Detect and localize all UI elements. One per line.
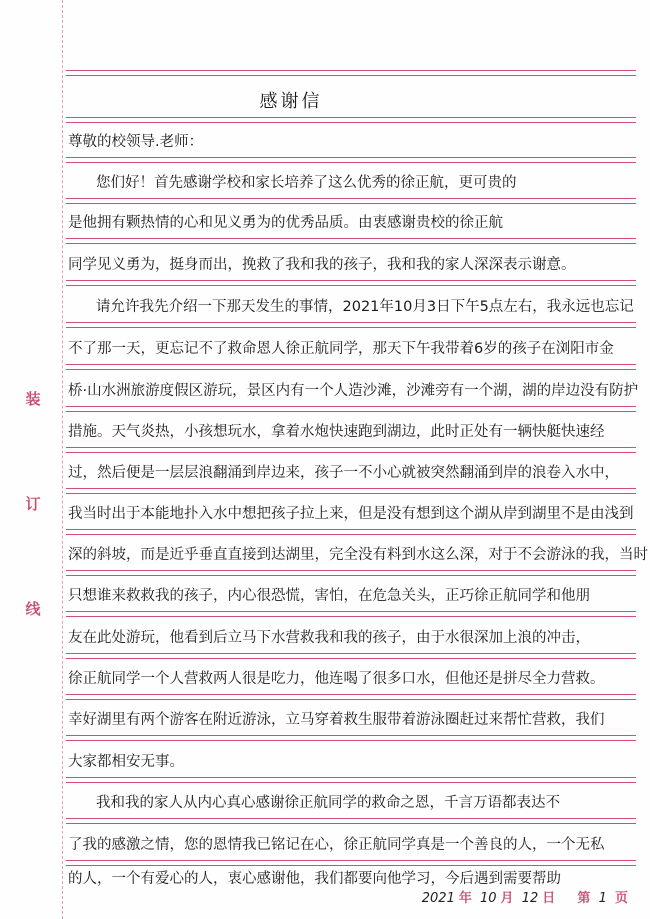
ruled-line xyxy=(66,238,636,244)
letter-line: 我当时出于本能地扑入水中想把孩子拉上来，但是没有想到这个湖从岸到湖里不是由浅到 xyxy=(68,506,634,522)
binding-mark-ding: 订 xyxy=(25,495,41,513)
letter-line: 过，然后便是一层层浪翻涌到岸边来，孩子一不小心就被突然翻涌到岸的浪卷入水中， xyxy=(68,465,619,481)
footer-year-char: 年 xyxy=(458,891,472,906)
letter-line: 大家都相安无事。 xyxy=(68,754,184,770)
binding-mark-xian: 线 xyxy=(25,600,41,618)
binding-mark-zhuang: 装 xyxy=(25,390,41,408)
ruled-line xyxy=(66,406,636,412)
footer-page-prefix: 第 xyxy=(577,891,591,906)
letter-line: 的人，一个有爱心的人，衷心感谢他，我们都要向他学习，今后遇到需要帮助 xyxy=(68,871,561,887)
letter-line: 不了那一天，更忘记不了救命恩人徐正航同学，那天下午我带着6岁的孩子在浏阳市金 xyxy=(68,341,614,357)
letter-title: 感谢信 xyxy=(259,91,323,112)
ruled-line xyxy=(66,488,636,494)
letter-line: 同学见义勇为，挺身而出，挽救了我和我的孩子，我和我的家人深深表示谢意。 xyxy=(68,257,576,273)
letter-line: 友在此处游玩，他看到后立马下水营救我和我的孩子，由于水很深加上浪的冲击， xyxy=(68,630,590,646)
footer-page-number: 1 xyxy=(598,891,607,906)
footer-year: 2021 xyxy=(421,891,455,906)
ruled-line xyxy=(66,157,636,163)
ruled-line xyxy=(66,653,636,659)
ruled-line xyxy=(66,777,636,783)
letter-line: 桥·山水洲旅游度假区游玩，景区内有一个人造沙滩，沙滩旁有一个湖，湖的岸边没有防护 xyxy=(68,383,639,399)
letter-line: 是他拥有颗热情的心和见义勇为的优秀品质。由衷感谢贵校的徐正航 xyxy=(68,215,503,231)
letter-line: 了我的感激之情，您的恩情我已铭记在心，徐正航同学真是一个善良的人，一个无私 xyxy=(68,837,605,853)
ruled-line xyxy=(66,529,636,535)
ruled-line xyxy=(66,611,636,617)
ruled-line xyxy=(66,280,636,286)
ruled-line xyxy=(66,322,636,328)
ruled-line xyxy=(66,117,636,123)
footer-month-char: 月 xyxy=(500,891,514,906)
ruled-line xyxy=(66,447,636,453)
footer-page-suffix: 页 xyxy=(614,891,628,906)
binding-margin-line xyxy=(62,0,63,919)
ruled-line xyxy=(66,70,636,76)
footer-month: 10 xyxy=(480,891,497,906)
ruled-line xyxy=(66,364,636,370)
letter-line: 我和我的家人从内心真心感谢徐正航同学的救命之恩，千言万语都表达不 xyxy=(96,795,560,811)
letter-line: 您们好！首先感谢学校和家长培养了这么优秀的徐正航，更可贵的 xyxy=(96,175,517,191)
letter-line: 只想谁来救救我的孩子，内心很恐慌，害怕，在危急关头，正巧徐正航同学和他朋 xyxy=(68,588,590,604)
letter-line: 幸好湖里有两个游客在附近游泳，立马穿着救生服带着游泳圈赶过来帮忙营救，我们 xyxy=(68,712,605,728)
ruled-line xyxy=(66,198,636,204)
ruled-line xyxy=(66,694,636,700)
letter-line: 徐正航同学一个人营救两人很是吃力，他连喝了很多口水，但他还是拼尽全力营救。 xyxy=(68,671,605,687)
letter-line: 措施。天气炎热，小孩想玩水，拿着水炮快速跑到湖边，此时正处有一辆快艇快速经 xyxy=(68,424,605,440)
footer-day: 12 xyxy=(521,891,539,906)
letter-salutation: 尊敬的校领导.老师： xyxy=(68,134,204,150)
page-footer xyxy=(422,888,632,910)
footer-day-char: 日 xyxy=(542,891,556,906)
letter-line: 请允许我先介绍一下那天发生的事情，2021年10月3日下午5点左右，我永远也忘记 xyxy=(96,299,634,315)
ruled-line xyxy=(66,570,636,576)
ruled-line xyxy=(66,735,636,741)
ruled-line xyxy=(66,818,636,824)
letter-line: 深的斜坡，而是近乎垂直直接到达湖里，完全没有料到水这么深，对于不会游泳的我，当时 xyxy=(68,547,648,563)
